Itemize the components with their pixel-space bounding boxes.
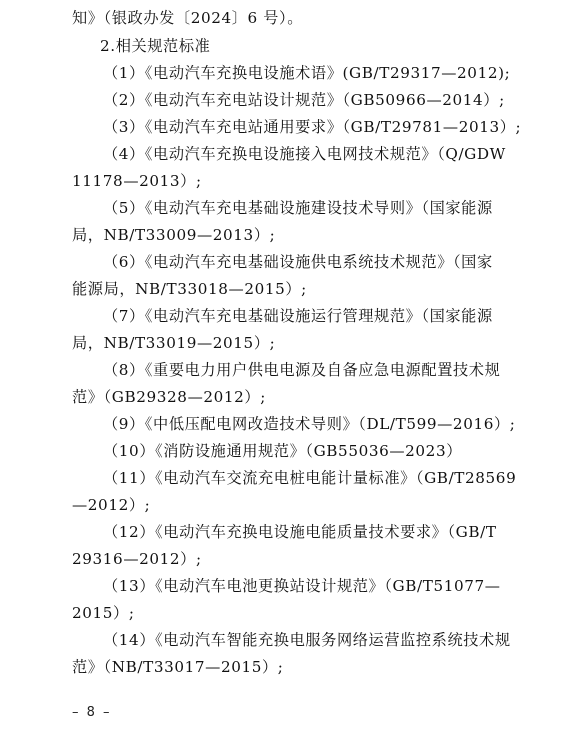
standard-item-11: （11）《电动汽车交流充电桩电能计量标准》（GB/T28569 bbox=[103, 469, 517, 487]
section-heading: 2.相关规范标准 bbox=[100, 37, 211, 55]
standard-item-4: （4）《电动汽车充换电设施接入电网技术规范》（Q/GDW bbox=[103, 145, 506, 163]
standard-item-7: （7）《电动汽车充电基础设施运行管理规范》（国家能源 bbox=[103, 307, 493, 325]
text-line-continuation: 知》（银政办发〔2024〕6 号）。 bbox=[72, 9, 303, 27]
standard-item-8-cont: 范》（GB29328—2012）; bbox=[72, 388, 266, 406]
standard-item-5: （5）《电动汽车充电基础设施建设技术导则》（国家能源 bbox=[103, 199, 493, 217]
standard-item-10: （10）《消防设施通用规范》（GB55036—2023） bbox=[103, 442, 462, 460]
standard-item-1: （1）《电动汽车充换电设施术语》(GB/T29317—2012); bbox=[103, 64, 511, 82]
standard-item-9: （9）《中低压配电网改造技术导则》（DL/T599—2016）; bbox=[103, 415, 516, 433]
standard-item-3: （3）《电动汽车充电站通用要求》（GB/T29781—2013）; bbox=[103, 118, 522, 136]
standard-item-12: （12）《电动汽车充换电设施电能质量技术要求》（GB/T bbox=[103, 523, 497, 541]
standard-item-7-cont: 局，NB/T33019—2015）; bbox=[72, 334, 276, 352]
standard-item-4-cont: 11178—2013）; bbox=[72, 172, 202, 190]
standard-item-6-cont: 能源局，NB/T33018—2015）; bbox=[72, 280, 307, 298]
standard-item-14: （14）《电动汽车智能充换电服务网络运营监控系统技术规 bbox=[103, 631, 511, 649]
standard-item-8: （8）《重要电力用户供电电源及自备应急电源配置技术规 bbox=[103, 361, 501, 379]
standard-item-14-cont: 范》（NB/T33017—2015）; bbox=[72, 658, 284, 676]
standard-item-12-cont: 29316—2012）; bbox=[72, 550, 202, 568]
standard-item-11-cont: —2012）; bbox=[72, 496, 151, 514]
standard-item-5-cont: 局，NB/T33009—2013）; bbox=[72, 226, 276, 244]
page-number: – 8 – bbox=[72, 705, 112, 720]
standard-item-13: （13）《电动汽车电池更换站设计规范》（GB/T51077— bbox=[103, 577, 501, 595]
standard-item-6: （6）《电动汽车充电基础设施供电系统技术规范》（国家 bbox=[103, 253, 493, 271]
standard-item-2: （2）《电动汽车充电站设计规范》（GB50966—2014）; bbox=[103, 91, 505, 109]
standard-item-13-cont: 2015）; bbox=[72, 604, 135, 622]
